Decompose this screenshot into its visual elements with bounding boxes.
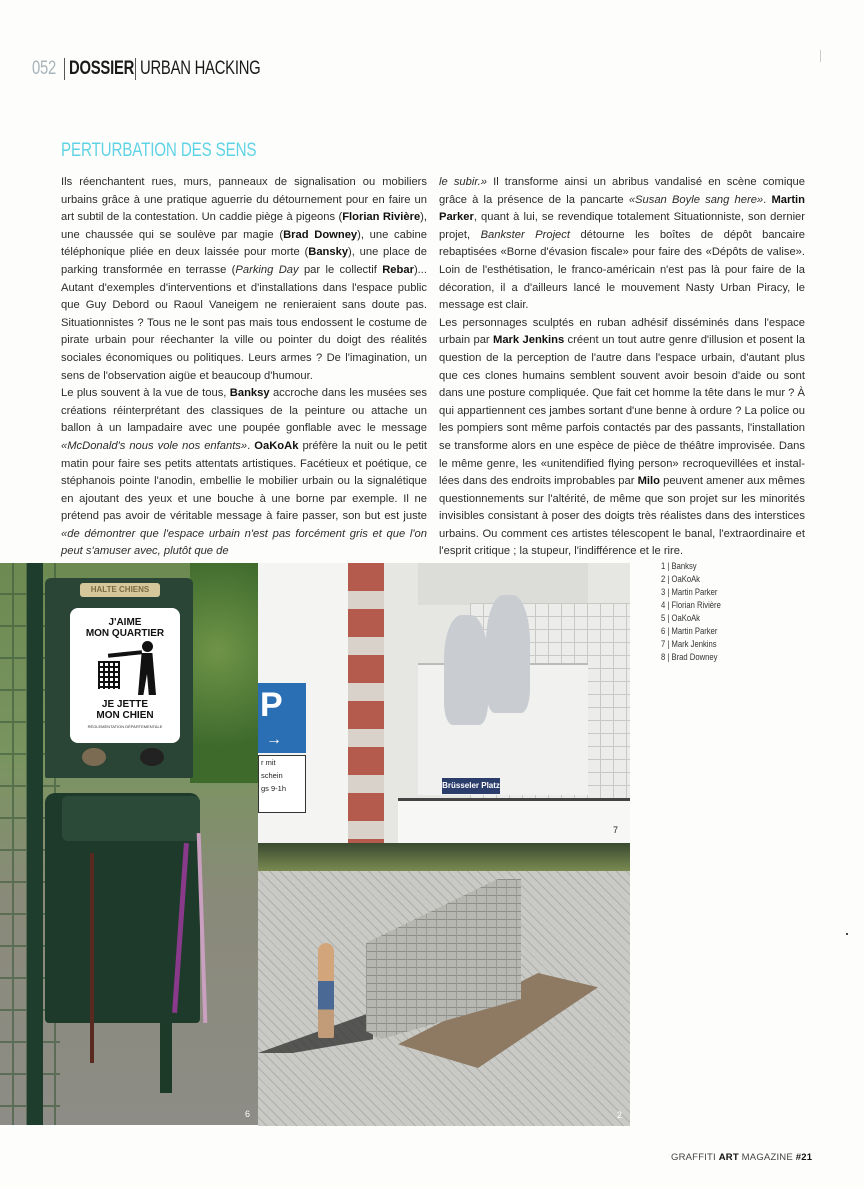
text-run: créent un tout autre genre d'illusion et posent la question de la perception de l'autre dans l'espace urbain, d'autant plus que ces clones humains semblent souvent avoir besoin d'aide ou sont dans une posture compliquée. Que fait cet homme la tête dans le mur ? À qui appartiennent ces jambes sortant d'une benne à ordure ? La police ou les pompiers sont même parfois contactés par des passants, l'installation se transforme alors en une espèce de pièce de théâtre improvisée. Dans le même genre, les «unitendified flying person» recroquevillées et installées dans des endroits improbables par <box>439 334 805 488</box>
artist-name: Martin Parker <box>439 193 805 224</box>
artist-name: Bansky <box>308 246 349 259</box>
artist-name: Rebar <box>382 263 414 276</box>
sub-sign-line: gs 9-1h <box>261 784 287 793</box>
parking-sub-sign <box>258 755 306 813</box>
emphasis: «Susan Boyle sang here» <box>628 193 764 206</box>
text-run: Le plus souvent à la vue de tous, <box>61 387 230 400</box>
sign-jaime-mon-quartier <box>70 608 180 743</box>
credit-item: 8 | Brad Downey <box>661 652 718 662</box>
trees <box>190 563 258 783</box>
photo-number: 6 <box>244 1109 250 1119</box>
paragraph <box>439 174 805 315</box>
parking-p-icon: P <box>260 686 283 724</box>
awning <box>398 798 630 843</box>
credit-item: 3 | Martin Parker <box>661 587 718 597</box>
credit-item: 2 | OaKoAk <box>661 574 701 584</box>
footer-middle: MAGAZINE <box>738 1152 796 1163</box>
emphasis: Bankster Project <box>480 228 570 241</box>
text-run: peuvent amener aux mêmes questionnements sur l'altérité, de même que son projet sur les minorités invisibles consistant à poser des doigts très réalistes dans des interstices urbains. Ou comment ces artistes télescopent le banal, l'extraordinaire et l'esprit critique ; la stupeur, l'indifférence et le rire. <box>439 475 805 558</box>
text-run: détourne les boîtes de dépôt bancaire rebaptisées «Borne d'évasion fiscale» pour faire des «Dépôts de valise». Loin de l'esthétisation, le franco-américain n'est pas là pour faire de la décoration, il a d'ailleurs lancé le mouvement Nasty Urban Piracy, le message est clair. <box>439 228 806 312</box>
header-divider <box>64 58 65 80</box>
credit-item: 4 | Florian Rivière <box>661 600 721 610</box>
standing-person <box>318 943 334 1038</box>
credit-item: 6 | Martin Parker <box>661 626 718 636</box>
brown-leash <box>90 853 94 1063</box>
header-divider <box>135 58 136 80</box>
artist-name: Brad Downey <box>283 228 358 241</box>
sign-text-bottom <box>70 699 180 721</box>
text-run: accroche dans les musées ses créations réinterprétant des classiques de la peinture ou attache un ballon à un lampadaire avec une poupée gonflable avec le message <box>61 387 427 435</box>
credit-item: 7 | Mark Jenkins <box>661 639 717 649</box>
text-run: ), une chaussée qui se soulève par magie ( <box>61 211 428 241</box>
artist-name: Mark Jenkins <box>493 334 565 347</box>
footer-bold: ART <box>718 1152 739 1163</box>
dispenser-label: HALTE CHIENS <box>80 583 160 597</box>
section-topic: URBAN HACKING <box>140 58 261 79</box>
artist-name: Banksy <box>229 387 270 400</box>
balconies <box>348 563 384 843</box>
emphasis: Parking Day <box>235 263 299 276</box>
dispenser-knob <box>82 748 106 766</box>
sign-small-print: RÉGLEMENTATION DÉPARTEMENTALE <box>87 724 163 729</box>
photo-credits <box>661 560 721 664</box>
page-number: 052 <box>32 58 57 79</box>
text-column-right <box>439 174 805 561</box>
emphasis: «McDonald's nous vole nos enfants» <box>61 439 248 452</box>
paragraph <box>61 385 427 561</box>
issue-number: #21 <box>795 1152 813 1163</box>
emphasis: «de démontrer que l'espace urbain n'est pas forcément gris et que l'on peut s'amuser avec, plutôt que de <box>61 527 427 558</box>
sign-line: MON CHIEN <box>96 710 154 721</box>
person-icon <box>138 653 156 695</box>
credit-item: 5 | OaKoAk <box>661 613 701 623</box>
bin-lid <box>62 796 200 841</box>
text-run: Ils réenchantent rues, murs, panneaux de signalisation ou mobiliers urbains grâce à une pratique aguerrie du détournement pour en faire un art subtil de la contestation. Un caddie piège à pigeons ( <box>61 176 427 224</box>
text-run: , quant à lui, se revendique totalement Situationniste, son dernier projet, <box>439 211 805 241</box>
pictogram-arm <box>108 650 142 658</box>
credit-item: 1 | Banksy <box>661 561 697 571</box>
pole <box>27 563 43 1125</box>
text-run: Les personnages sculptés en ruban adhésif disséminés dans l'espace urbain par <box>439 316 805 347</box>
sub-sign-line: schein <box>261 771 283 780</box>
text-run: )... Autant d'exemples d'interventions et d'installations dans l'espace public que Guy Debord ou Raoul Vaneigem ne renieraient sans doute pas. Situationnistes ? Tous ne le sont pas mais tous endossent le costume de pirate urbain pour réechanter la ville ou pointer du doigt des réalités sociales économiques ou politiques. Leurs armes ? De l'imagination, un sens de l'observation aigüe et beaucoup d'humour. <box>61 263 427 382</box>
photo-brad-downey-wall <box>258 843 630 1126</box>
emphasis: le subir.» <box>439 176 487 188</box>
text-run: ), une place de parking transformée en terrasse ( <box>61 246 427 276</box>
sign-line: MON QUARTIER <box>85 628 165 639</box>
page-edge-mark <box>820 50 821 62</box>
text-run: ), une cabine téléphonique pliée en deux laissée pour morte ( <box>61 228 427 259</box>
section-name: DOSSIER <box>69 58 135 79</box>
photo-number: 7 <box>612 825 618 835</box>
pictogram-head <box>142 641 153 652</box>
text-column-left <box>61 174 427 561</box>
magazine-footer <box>671 1152 812 1163</box>
text-run: préfère la nuit ou le petit matin pour faire ses petits attentats artistiques. Facétieux et poétique, ce stéphanois pointe l'anodin, embellie le mobilier urbain ou la signalétique en ajoutant des yeux et une bouche à une borne par exemple. Il ne prétend pas avoir de véritable message à faire passer, son but est juste <box>61 439 428 523</box>
artist-name: Milo <box>637 475 660 488</box>
photo-mark-jenkins-sculptures <box>258 563 630 843</box>
street-sign: Brüsseler Platz <box>442 778 500 794</box>
text-run: Il transforme ainsi un abribus vandalisé en scène comique grâce à la présence de la pancarte <box>439 176 805 206</box>
grass-strip <box>258 843 630 871</box>
sign-line: J'AIME <box>108 617 142 628</box>
paragraph <box>439 315 805 561</box>
bin-post <box>160 1023 172 1093</box>
article-subtitle: PERTURBATION DES SENS <box>61 140 257 161</box>
artist-name: OaKoAk <box>254 439 299 452</box>
footer-prefix: GRAFFITI <box>671 1152 719 1163</box>
sub-sign-line: r mit <box>261 758 276 767</box>
tape-sculpture-figure <box>486 595 530 713</box>
text-run: . <box>763 193 772 206</box>
running-header <box>32 58 294 80</box>
print-speck <box>846 933 848 935</box>
artist-name: Florian Rivière <box>342 211 421 224</box>
trash-bin-icon <box>98 661 120 689</box>
photo-dog-bin <box>0 563 258 1125</box>
photo-number: 2 <box>616 1110 622 1120</box>
litter-pictogram <box>70 639 180 699</box>
tape-sculpture-figure <box>444 615 488 725</box>
sign-text-top <box>70 617 180 639</box>
arrow-right-icon: → <box>266 731 282 748</box>
text-run: . <box>247 439 255 452</box>
dispenser-knob <box>140 748 164 766</box>
paragraph <box>61 174 427 385</box>
text-run: par le collectif <box>298 263 383 276</box>
sign-line: JE JETTE <box>101 699 149 710</box>
